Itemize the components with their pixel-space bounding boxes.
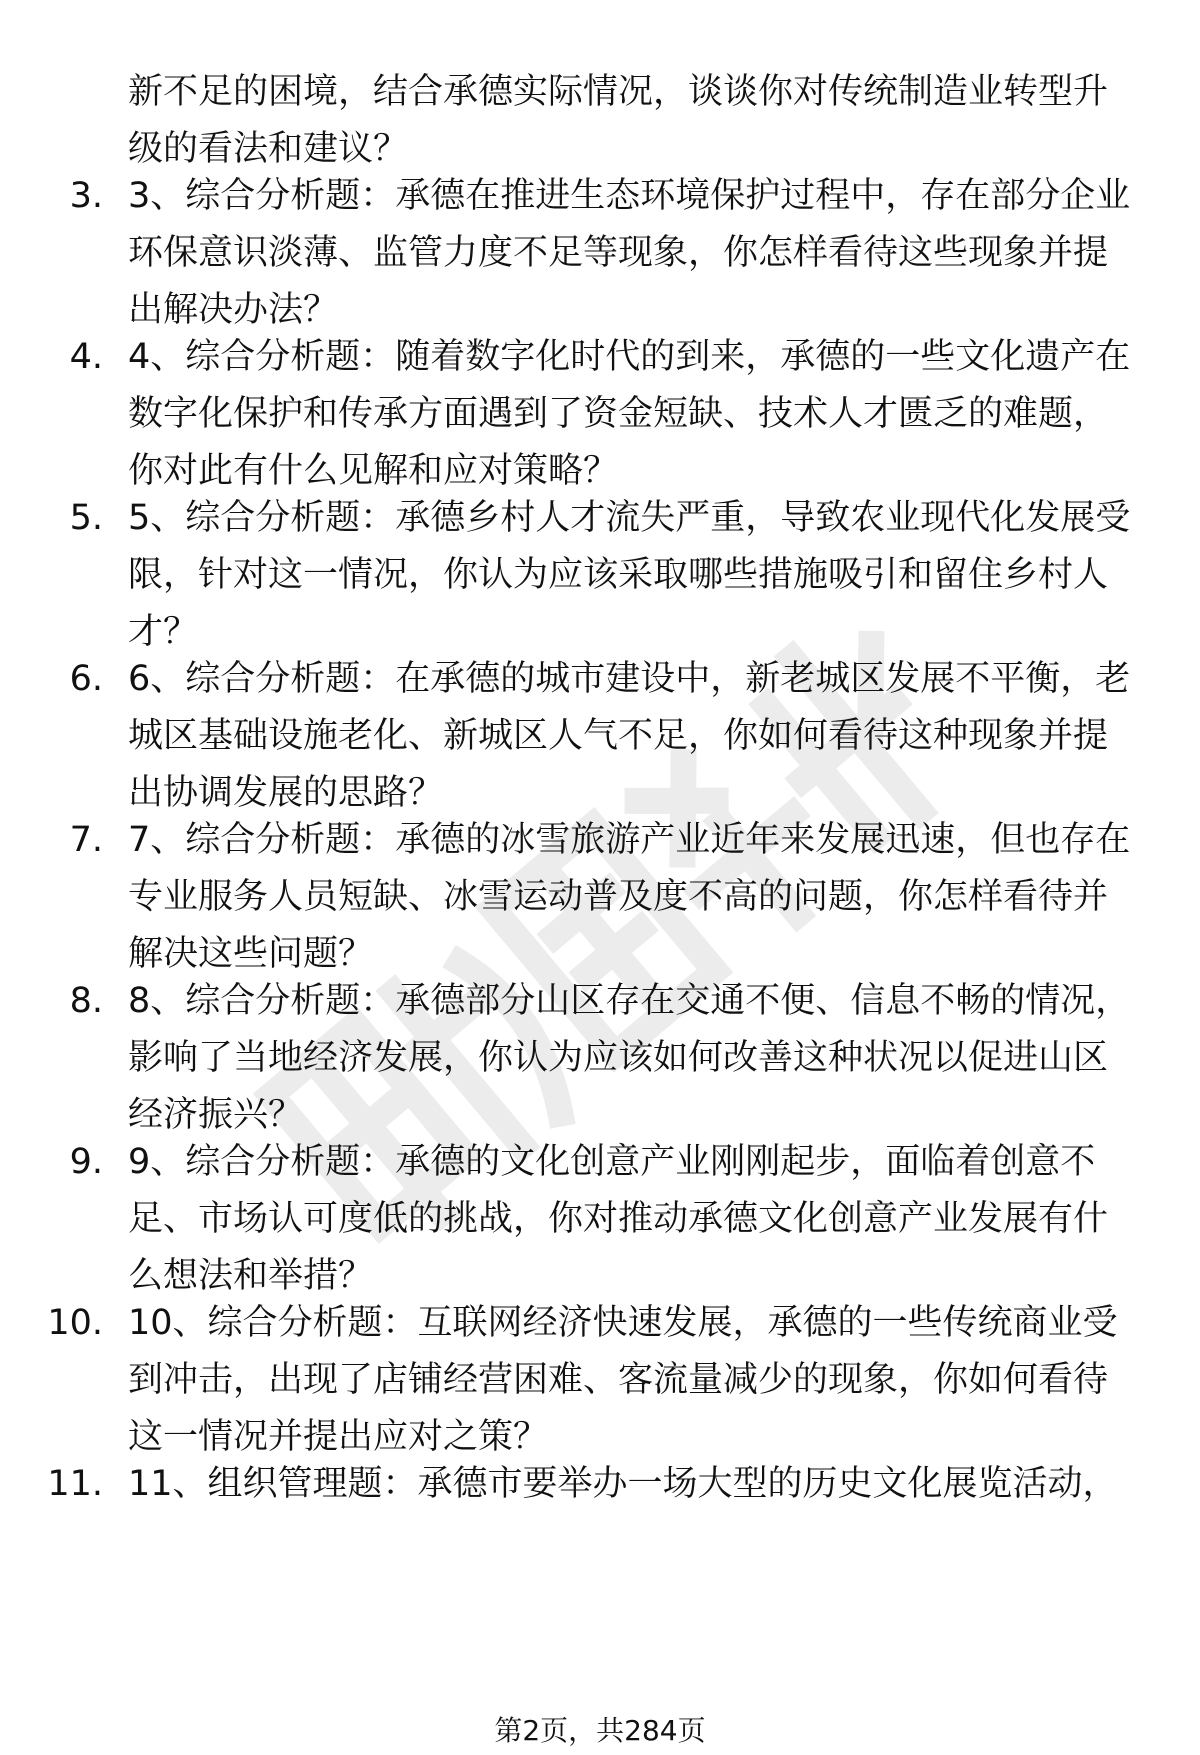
- text-line: 11、组织管理题：承德市要举办一场大型的历史文化展览活动，: [128, 1464, 1118, 1504]
- text-line: 级的看法和建议？: [128, 129, 409, 169]
- text-line: 解决这些问题？: [128, 934, 374, 974]
- question-number: 10.: [47, 1303, 103, 1343]
- text-line: 这一情况并提出应对之策？: [128, 1417, 549, 1457]
- text-line: 足、市场认可度低的挑战，你对推动承德文化创意产业发展有什: [128, 1199, 1109, 1239]
- text-line: 4、综合分析题：随着数字化时代的到来，承德的一些文化遗产在: [128, 337, 1131, 377]
- text-line: 5、综合分析题：承德乡村人才流失严重，导致农业现代化发展受: [128, 498, 1131, 538]
- text-line: 你对此有什么见解和应对策略？: [128, 451, 619, 491]
- text-line: 新不足的困境，结合承德实际情况，谈谈你对传统制造业转型升: [128, 72, 1109, 112]
- question-text: [128, 651, 1130, 822]
- text-line: 出解决办法？: [128, 290, 339, 330]
- text-line: 6、综合分析题：在承德的城市建设中，新老城区发展不平衡，老: [128, 659, 1131, 699]
- text-line: 数字化保护和传承方面遇到了资金短缺、技术人才匮乏的难题，: [128, 394, 1109, 434]
- question-text: [128, 329, 1130, 500]
- continuation-lines: [128, 64, 1108, 178]
- question-number: 5.: [69, 498, 103, 538]
- question-text: [128, 490, 1130, 661]
- text-line: 城区基础设施老化、新城区人气不足，你如何看待这种现象并提: [128, 716, 1109, 756]
- question-text: [128, 812, 1130, 983]
- question-number: 11.: [47, 1464, 103, 1504]
- question-text: [128, 973, 1130, 1144]
- text-line: 7、综合分析题：承德的冰雪旅游产业近年来发展迅速，但也存在: [128, 820, 1131, 860]
- question-number: 3.: [69, 176, 103, 216]
- question-number: 8.: [69, 981, 103, 1021]
- page-footer: 第2页，共284页: [494, 1714, 706, 1747]
- text-line: 3、综合分析题：承德在推进生态环境保护过程中，存在部分企业: [128, 176, 1131, 216]
- text-line: 限，针对这一情况，你认为应该采取哪些措施吸引和留住乡村人: [128, 555, 1109, 595]
- text-line: 环保意识淡薄、监管力度不足等现象，你怎样看待这些现象并提: [128, 233, 1109, 273]
- text-line: 到冲击，出现了店铺经营困难、客流量减少的现象，你如何看待: [128, 1360, 1109, 1400]
- question-number: 6.: [69, 659, 103, 699]
- text-line: 10、综合分析题：互联网经济快速发展，承德的一些传统商业受: [128, 1303, 1118, 1343]
- question-number: 4.: [69, 337, 103, 377]
- question-text: [128, 1456, 1118, 1513]
- text-line: 9、综合分析题：承德的文化创意产业刚刚起步，面临着创意不: [128, 1142, 1096, 1182]
- question-number: 9.: [69, 1142, 103, 1182]
- question-text: [128, 1295, 1118, 1466]
- text-line: 8、综合分析题：承德部分山区存在交通不便、信息不畅的情况，: [128, 981, 1131, 1021]
- text-line: 影响了当地经济发展，你认为应该如何改善这种状况以促进山区: [128, 1038, 1109, 1078]
- question-text: [128, 168, 1130, 339]
- text-line: 经济振兴？: [128, 1095, 304, 1135]
- question-number: 7.: [69, 820, 103, 860]
- question-text: [128, 1134, 1108, 1305]
- text-line: 出协调发展的思路？: [128, 773, 444, 813]
- text-line: 么想法和举措？: [128, 1256, 374, 1296]
- text-line: 专业服务人员短缺、冰雪运动普及度不高的问题，你怎样看待并: [128, 877, 1109, 917]
- text-line: 才？: [128, 612, 199, 652]
